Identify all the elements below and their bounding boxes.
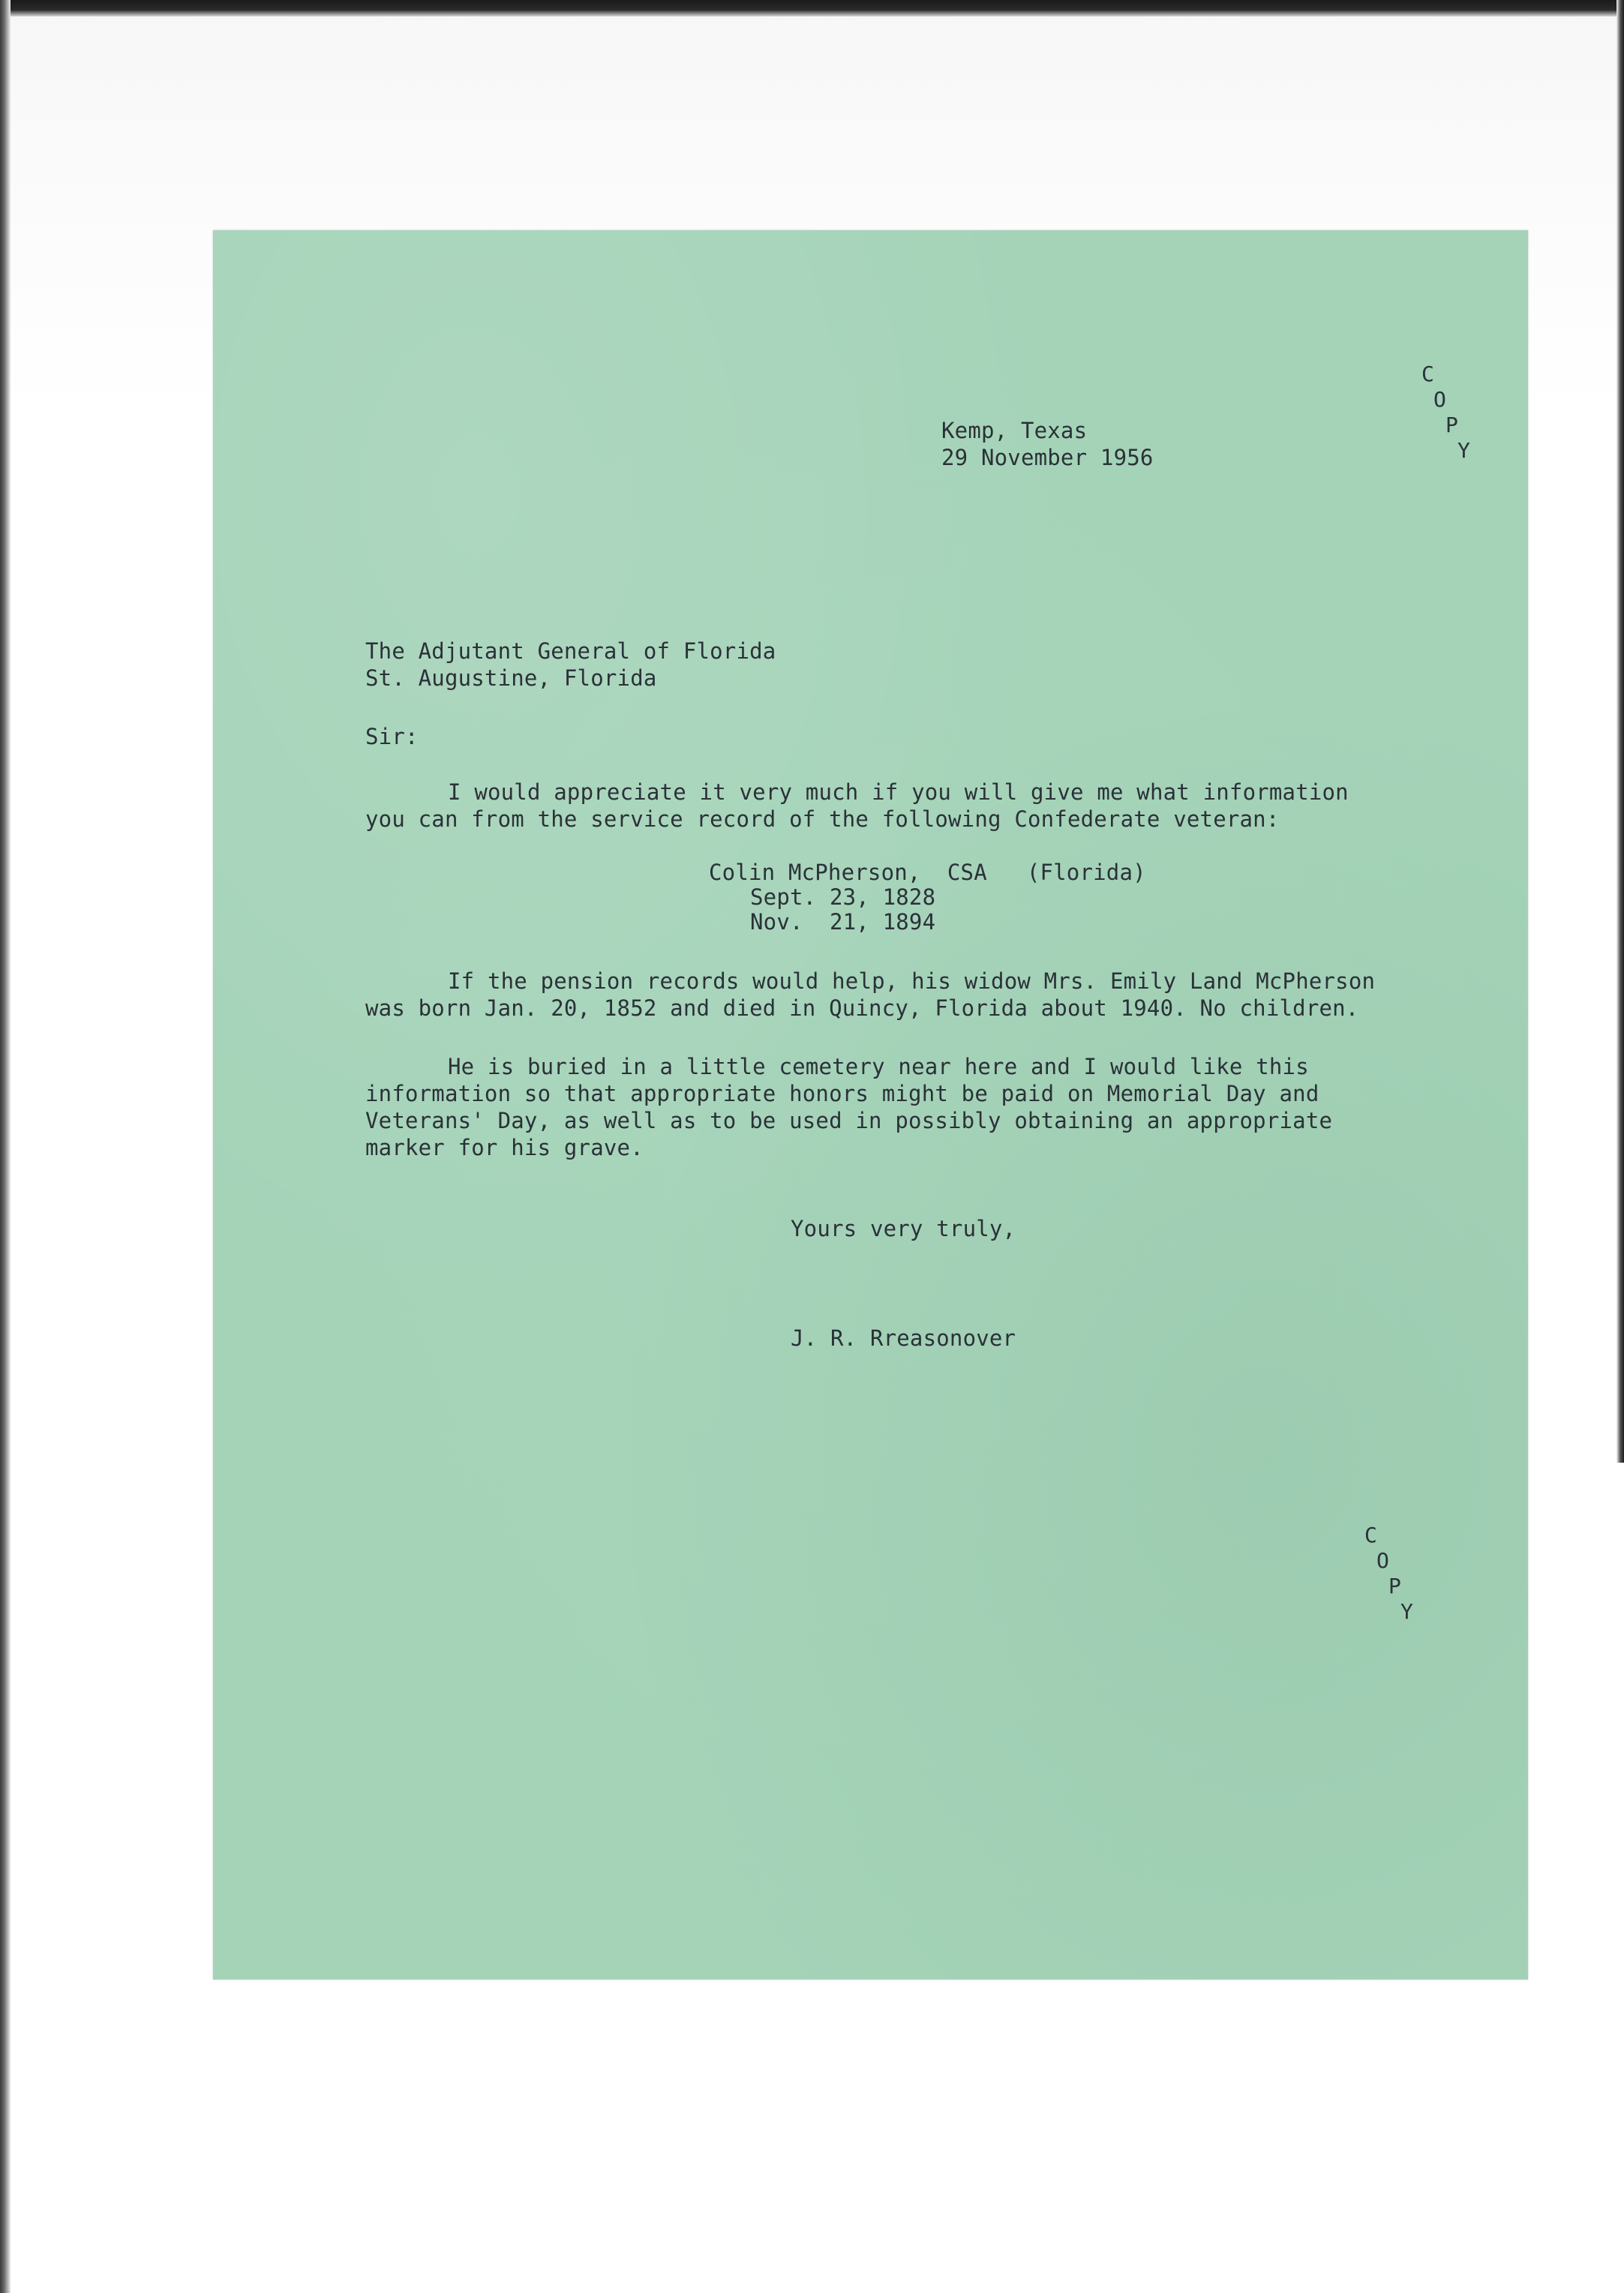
scanner-top-edge	[0, 0, 1624, 17]
paragraph-2-line-2: was born Jan. 20, 1852 and died in Quincy, Florida about 1940. No children.	[365, 995, 1359, 1021]
paragraph-3-line-4: marker for his grave.	[365, 1135, 644, 1160]
scanner-right-edge	[1616, 0, 1624, 1463]
veteran-name: Colin McPherson, CSA (Florida)	[709, 860, 1146, 885]
copy-stamp-top-letter: Y	[1457, 438, 1470, 463]
paragraph-1-line-2: you can from the service record of the following Confederate veteran:	[365, 806, 1280, 832]
copy-stamp-bottom-letter: Y	[1400, 1599, 1413, 1624]
paragraph-3-line-1: He is buried in a little cemetery near here and I would like this	[448, 1054, 1309, 1079]
recipient-line-2: St. Augustine, Florida	[365, 665, 657, 691]
closing: Yours very truly,	[791, 1216, 1016, 1241]
scanner-left-edge	[0, 0, 11, 2293]
copy-stamp-top-letter: O	[1433, 387, 1446, 412]
copy-stamp-top-letter: P	[1445, 413, 1458, 437]
letter-date: 29 November 1956	[941, 445, 1154, 470]
paragraph-3-line-3: Veterans' Day, as well as to be used in possibly obtaining an appropriate	[365, 1108, 1333, 1133]
letter-place: Kemp, Texas	[941, 418, 1088, 443]
copy-stamp-top-letter: C	[1421, 362, 1434, 386]
paragraph-1-line-1: I would appreciate it very much if you will give me what information	[448, 779, 1349, 805]
veteran-death-date: Nov. 21, 1894	[750, 909, 936, 935]
letter-sheet	[213, 230, 1528, 1979]
copy-stamp-bottom-letter: P	[1388, 1574, 1401, 1598]
salutation: Sir:	[365, 724, 419, 749]
recipient-line-1: The Adjutant General of Florida	[365, 638, 776, 664]
copy-stamp-bottom-letter: C	[1364, 1523, 1377, 1547]
signature: J. R. Rreasonover	[791, 1325, 1016, 1351]
copy-stamp-bottom-letter: O	[1376, 1548, 1389, 1573]
paragraph-3-line-2: information so that appropriate honors might be paid on Memorial Day and	[365, 1081, 1319, 1106]
paragraph-2-line-1: If the pension records would help, his widow Mrs. Emily Land McPherson	[448, 968, 1376, 994]
veteran-birth-date: Sept. 23, 1828	[750, 884, 936, 910]
